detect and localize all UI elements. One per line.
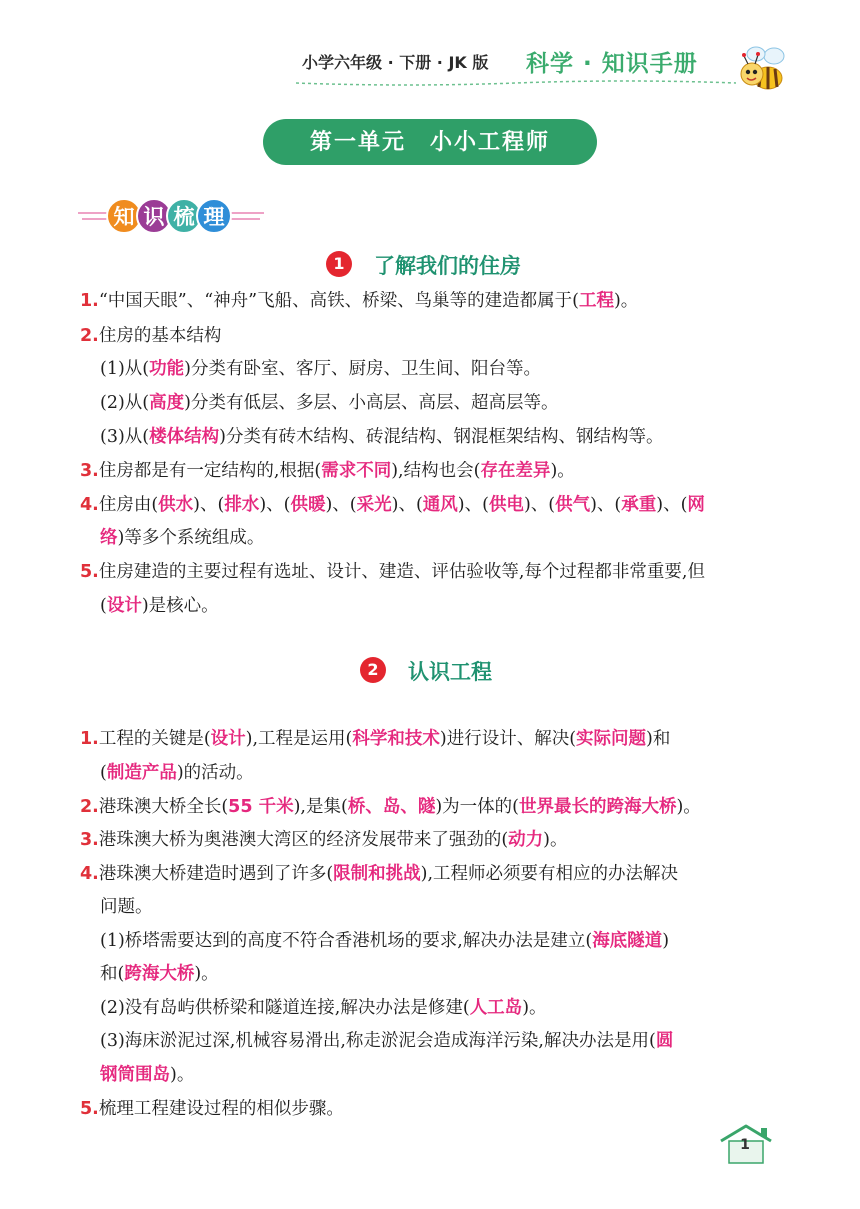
s2-item-2: 2.港珠澳大桥全长(55 千米),是集(桥、岛、隧)为一体的(世界最长的跨海大桥)。	[80, 797, 701, 817]
unit-title-banner: 第一单元 小小工程师	[263, 119, 597, 165]
s2-item-3: 3.港珠澳大桥为奥港澳大湾区的经济发展带来了强劲的(动力)。	[80, 830, 568, 850]
knowledge-review-badge	[78, 196, 264, 236]
s1-item-2: 2.住房的基本结构	[80, 326, 222, 346]
s2-item-4-3-cont: 钢筒围岛)。	[100, 1065, 195, 1085]
s1-item-3: 3.住房都是有一定结构的,根据(需求不同),结构也会(存在差异)。	[80, 461, 575, 481]
section-title-1: 了解我们的住房	[374, 253, 521, 278]
s2-item-4-2: (2)没有岛屿供桥梁和隧道连接,解决办法是修建(人工岛)。	[100, 998, 547, 1018]
s1-item-1: 1.“中国天眼”、“神舟”飞船、高铁、桥梁、鸟巢等的建造都属于(工程)。	[80, 291, 639, 311]
s2-item-4-1-cont: 和(跨海大桥)。	[100, 964, 219, 984]
page-header	[296, 40, 792, 98]
s1-item-2-1: (1)从(功能)分类有卧室、客厅、厨房、卫生间、阳台等。	[100, 359, 541, 379]
s2-item-5: 5.梳理工程建设过程的相似步骤。	[80, 1099, 344, 1119]
s1-item-2-3: (3)从(楼体结构)分类有砖木结构、砖混结构、钢混框架结构、钢结构等。	[100, 427, 664, 447]
s1-item-5-cont: (设计)是核心。	[100, 596, 219, 616]
s1-item-4-cont: 络)等多个系统组成。	[100, 528, 265, 548]
s2-item-4-cont: 问题。	[100, 897, 153, 917]
section-number-2: 2	[360, 657, 386, 683]
badge-char-1: 知	[113, 205, 135, 229]
badge-char-4: 理	[203, 205, 225, 229]
bee-icon	[734, 40, 790, 96]
section-number-1: 1	[326, 251, 352, 277]
header-dashed-rule	[296, 78, 736, 88]
badge-char-2: 识	[143, 205, 165, 229]
s2-item-1: 1.工程的关键是(设计),工程是运用(科学和技术)进行设计、解决(实际问题)和	[80, 729, 671, 749]
s1-item-5: 5.住房建造的主要过程有选址、设计、建造、评估验收等,每个过程都非常重要,但	[80, 562, 705, 582]
s2-item-4-1: (1)桥塔需要达到的高度不符合香港机场的要求,解决办法是建立(海底隧道)	[100, 931, 670, 951]
badge-char-3: 梳	[173, 205, 195, 229]
grade-info: 小学六年级 · 下册 · JK 版	[302, 53, 489, 72]
section-title-2: 认识工程	[408, 659, 492, 684]
s2-item-1-cont: (制造产品)的活动。	[100, 763, 254, 783]
s2-item-4: 4.港珠澳大桥建造时遇到了许多(限制和挑战),工程师必须要有相应的办法解决	[80, 864, 679, 884]
page-number: 1	[740, 1137, 750, 1153]
s1-item-4: 4.住房由(供水)、(排水)、(供暖)、(采光)、(通风)、(供电)、(供气)、(承重)、(网	[80, 495, 705, 515]
s1-item-2-2: (2)从(高度)分类有低层、多层、小高层、高层、超高层等。	[100, 393, 559, 413]
book-title: 科学 · 知识手册	[526, 51, 698, 77]
s2-item-4-3: (3)海床淤泥过深,机械容易滑出,称走淤泥会造成海洋污染,解决办法是用(圆	[100, 1031, 674, 1051]
